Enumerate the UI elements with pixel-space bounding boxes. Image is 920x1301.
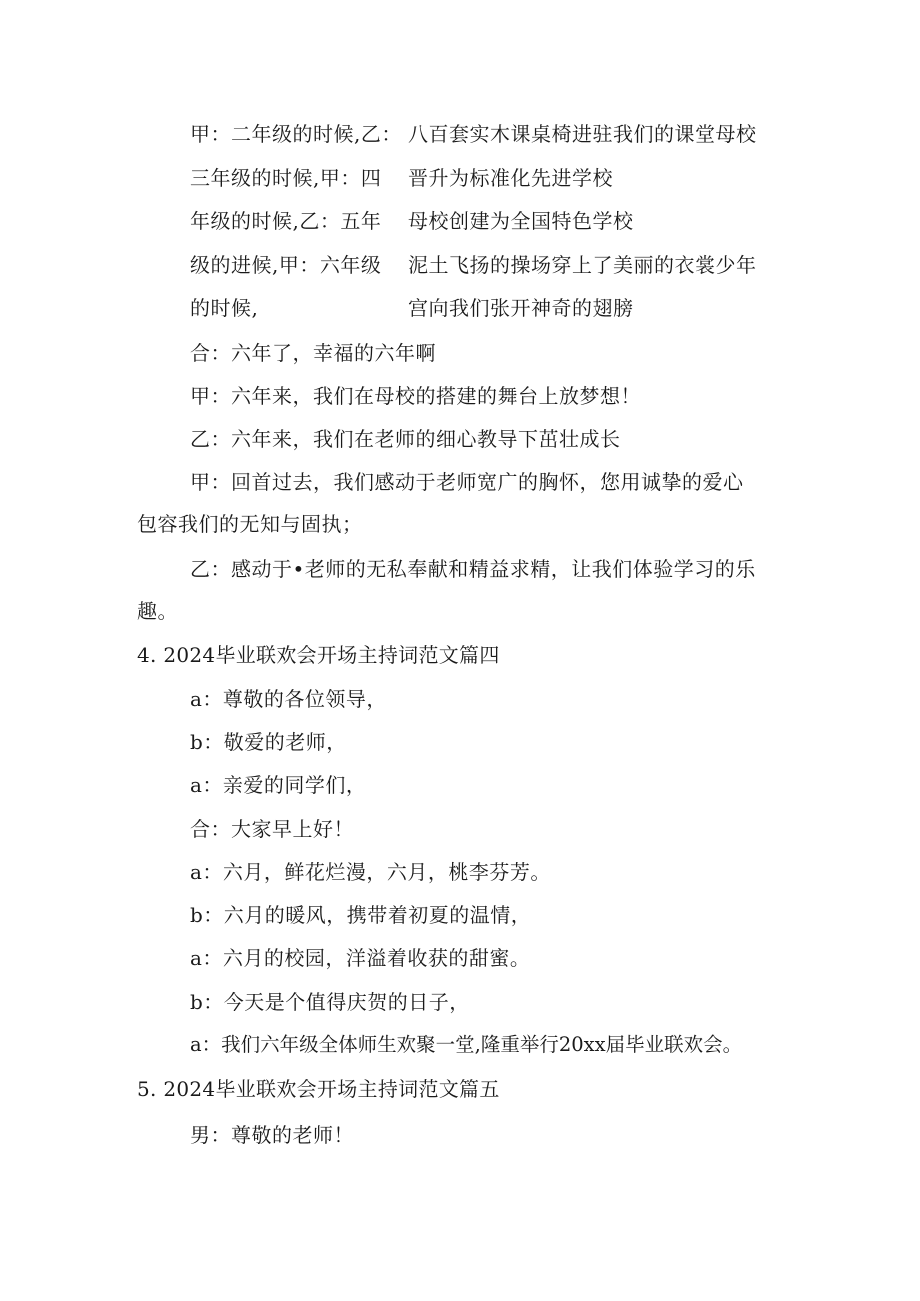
dialogue-wrap-line: 趣。 — [137, 599, 178, 623]
dialogue-line: 合：大家早上好！ — [190, 817, 354, 841]
poem-left-line: 甲：二年级的时候,乙： — [190, 122, 402, 146]
dialogue-line: a：我们六年级全体师生欢聚一堂,隆重举行20xx届毕业联欢会。 — [190, 1033, 743, 1056]
dialogue-line: a：六月，鲜花烂漫，六月，桃李芬芳。 — [190, 860, 551, 884]
dialogue-line: 男：尊敬的老师！ — [190, 1123, 354, 1147]
dialogue-line: b：敬爱的老师， — [190, 730, 347, 754]
poem-right-line: 八百套实木课桌椅进驻我们的课堂母校 — [408, 122, 757, 146]
section-heading-4: 4. 2024毕业联欢会开场主持词范文篇四 — [137, 643, 500, 667]
dialogue-line: a：亲爱的同学们， — [190, 773, 367, 797]
dialogue-line: 乙：六年来，我们在老师的细心教导下茁壮成长 — [190, 427, 621, 451]
dialogue-line: 甲：六年来，我们在母校的搭建的舞台上放梦想！ — [190, 384, 641, 408]
dialogue-line: 乙：感动于•老师的无私奉献和精益求精，让我们体验学习的乐 — [190, 557, 756, 581]
poem-right-line: 晋升为标准化先进学校 — [408, 166, 613, 190]
poem-right-line: 泥土飞扬的操场穿上了美丽的衣裳少年 — [408, 253, 757, 277]
dialogue-line: 甲：回首过去，我们感动于老师宽广的胸怀，您用诚挚的爱心 — [190, 470, 744, 494]
dialogue-wrap-line: 包容我们的无知与固执； — [137, 512, 363, 536]
poem-right-line: 宫向我们张开神奇的翅膀 — [408, 296, 634, 320]
dialogue-line: b：今天是个值得庆贺的日子， — [190, 990, 470, 1014]
poem-left-line: 的时候, — [190, 296, 259, 320]
dialogue-line: a：六月的校园，洋溢着收获的甜蜜。 — [190, 946, 531, 970]
poem-left-line: 级的进候,甲：六年级 — [190, 253, 382, 277]
poem-left-line: 三年级的时候,甲：四 — [190, 166, 382, 190]
section-heading-5: 5. 2024毕业联欢会开场主持词范文篇五 — [137, 1077, 500, 1101]
dialogue-line: a：尊敬的各位领导， — [190, 687, 387, 711]
poem-right-line: 母校创建为全国特色学校 — [408, 209, 634, 233]
poem-left-line: 年级的时候,乙：五年 — [190, 209, 382, 233]
dialogue-line: 合：六年了，幸福的六年啊 — [190, 341, 436, 365]
dialogue-line: b：六月的暖风，携带着初夏的温情， — [190, 903, 532, 927]
